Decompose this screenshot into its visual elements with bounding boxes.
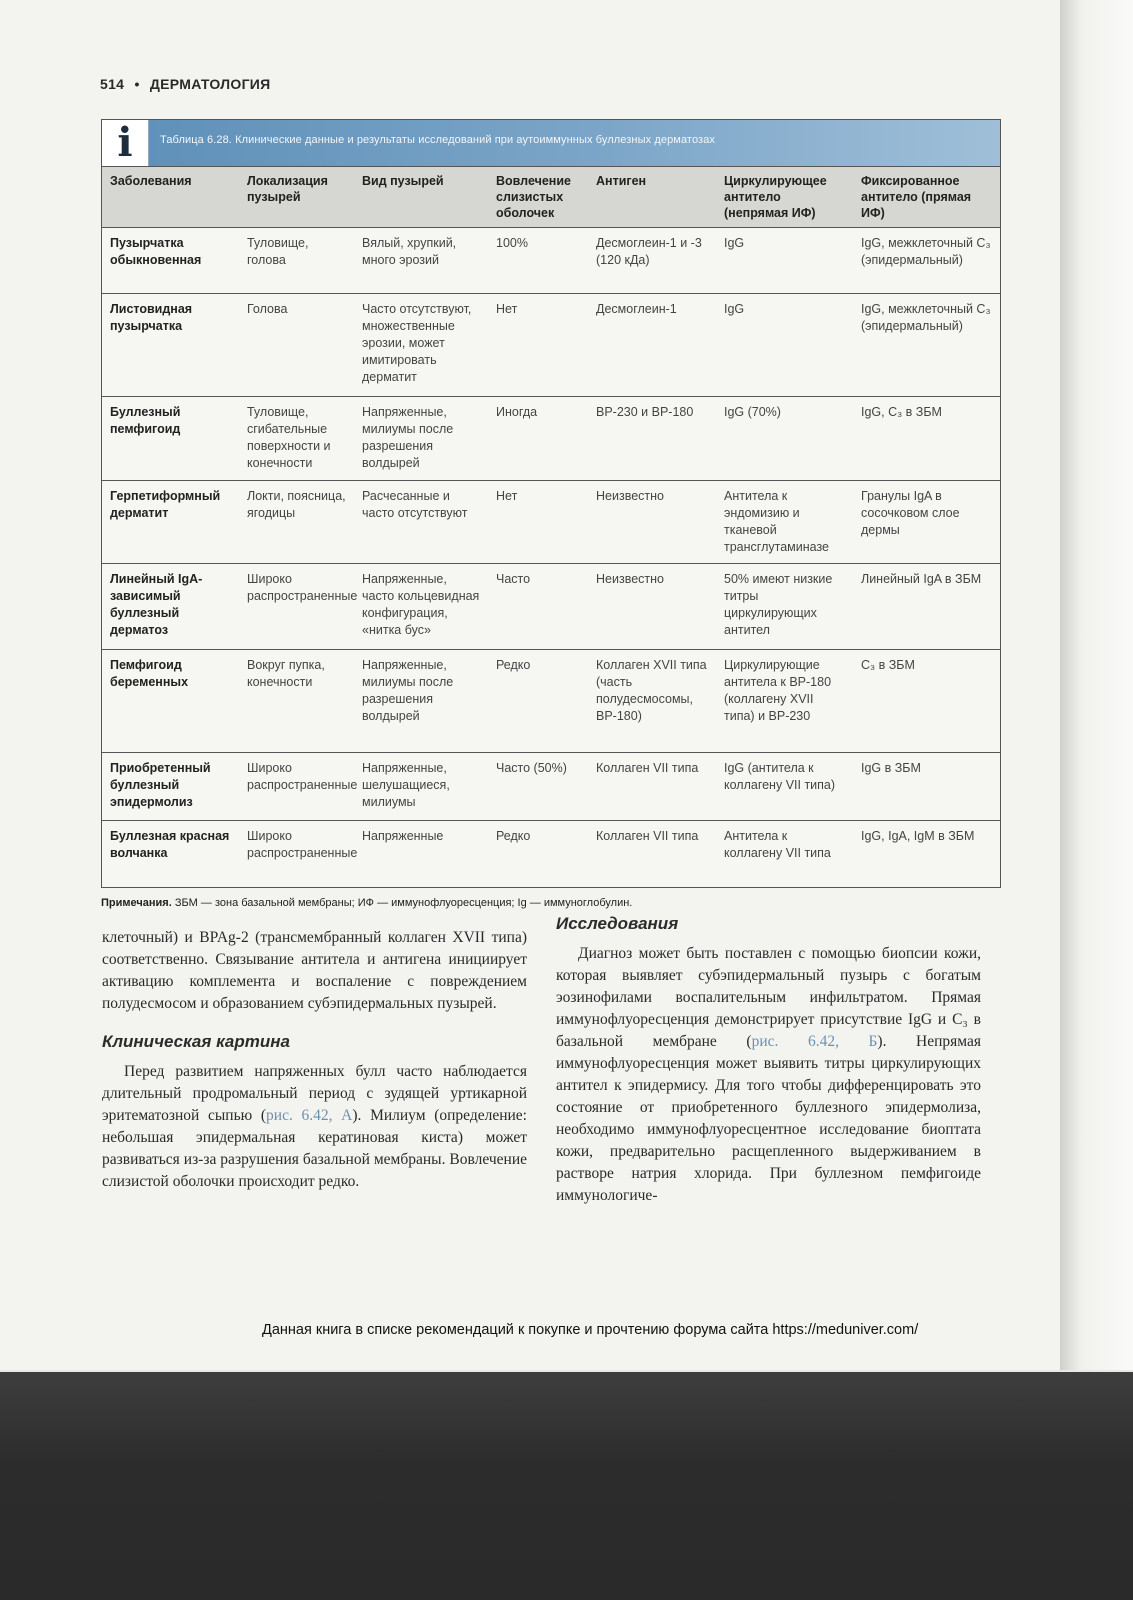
info-icon: i	[102, 120, 149, 166]
table-cell: IgG в ЗБМ	[853, 753, 1000, 821]
table-row	[102, 753, 1000, 821]
figure-reference-link[interactable]: рис. 6.42, А	[266, 1107, 353, 1124]
column-header: Вовлечение слизистых оболочек	[488, 167, 588, 228]
table-cell: Антитела к коллагену VII типа	[724, 829, 831, 860]
table-cell: Циркулирующие антитела к BP-180 (коллагену XVII типа) и BP-230	[716, 650, 853, 753]
table-cell: Туловище, голова	[239, 228, 354, 294]
table-cell: Буллезная красная волчанка	[110, 829, 230, 860]
table-cell: Напряженные, милиумы после разрешения волдырей	[354, 650, 488, 753]
note-label: Примечания.	[101, 897, 172, 909]
table-cell: Расчесанные и часто отсутствуют	[354, 481, 488, 564]
table-cell: Напряженные, часто кольцевидная конфигурация, «нитка бус»	[354, 564, 488, 650]
table-title: Таблица 6.28. Клинические данные и результаты исследований при аутоиммунных буллезных дерматозах	[160, 134, 716, 146]
column-header: Локализация пузырей	[239, 167, 354, 228]
table-cell: Часто (50%)	[488, 753, 588, 821]
table-cell: Гранулы IgA в сосочковом слое дермы	[853, 481, 1000, 564]
paragraph: клеточный) и BPAg-2 (трансмембранный коллаген XVII типа) соответственно. Связывание антитела и антигена инициирует активацию комплемента и воспаление с повреждением полудесмосом и образованием субэпидермальных пузырей.	[102, 929, 527, 1012]
running-header	[100, 76, 271, 92]
section-heading: Исследования	[556, 914, 679, 933]
table-header-row	[102, 167, 1000, 228]
table-cell: BP-230 и BP-180	[588, 397, 716, 481]
table-cell: Нет	[488, 481, 588, 564]
table-cell: Редко	[496, 829, 531, 843]
table-cell: Голова	[239, 294, 354, 397]
page-number: 514	[100, 76, 125, 92]
table-row	[102, 294, 1000, 397]
table-cell: Иногда	[488, 397, 588, 481]
table-cell: Герпетиформный дерматит	[102, 481, 239, 564]
table-cell: Коллаген XVII типа (часть полудесмосомы, BP-180)	[588, 650, 716, 753]
table-cell: IgG, C₃ в ЗБМ	[853, 397, 1000, 481]
watermark-text: Данная книга в списке рекомендаций к покупке и прочтению форума сайта https://meduniver.com/	[262, 1322, 919, 1338]
table-row	[102, 481, 1000, 564]
table-row	[102, 228, 1000, 294]
table-cell: Редко	[488, 650, 588, 753]
table-cell: IgG, IgA, IgM в ЗБМ	[861, 829, 975, 843]
figure-reference-link[interactable]: рис. 6.42, Б	[751, 1033, 878, 1050]
table-cell: IgG, межклеточный C₃ (эпидермальный)	[853, 294, 1000, 397]
table-cell: Буллезный пемфигоид	[102, 397, 239, 481]
table-row	[102, 397, 1000, 481]
table-cell: Пемфигоид беременных	[102, 650, 239, 753]
table-cell: Пузырчатка обыкновенная	[102, 228, 239, 294]
right-text-column	[556, 914, 981, 1207]
table-cell: Широко распространенные	[239, 564, 354, 650]
header-separator: •	[134, 76, 140, 92]
table-cell: Напряженные	[362, 829, 444, 843]
table-cell: Напряженные, шелушащиеся, милиумы	[354, 753, 488, 821]
table-cell: Нет	[488, 294, 588, 397]
clinical-table	[101, 119, 1001, 888]
table-note	[101, 897, 632, 909]
table-cell: IgG	[716, 228, 853, 294]
column-header: Антиген	[588, 167, 716, 228]
table-body	[102, 167, 1000, 887]
column-header: Заболевания	[102, 167, 239, 228]
table-row	[102, 564, 1000, 650]
table-cell: Вялый, хрупкий, много эрозий	[354, 228, 488, 294]
table-cell: Туловище, сгибательные поверхности и конечности	[239, 397, 354, 481]
table-cell: IgG (антитела к коллагену VII типа)	[716, 753, 853, 821]
table-cell: Неизвестно	[588, 564, 716, 650]
table-cell: Часто отсутствуют, множественные эрозии, может имитировать дерматит	[354, 294, 488, 397]
table-cell: Десмоглеин-1	[588, 294, 716, 397]
table-cell: C₃ в ЗБМ	[853, 650, 1000, 753]
table-cell: Линейный IgA-зависимый буллезный дерматоз	[102, 564, 239, 650]
table-cell: Часто	[488, 564, 588, 650]
table-cell: Антитела к эндомизию и тканевой трансглутаминазе	[716, 481, 853, 564]
table-row	[102, 821, 1000, 887]
table-cell: Десмоглеин-1 и -3 (120 кДа)	[588, 228, 716, 294]
table-cell: IgG (70%)	[716, 397, 853, 481]
note-text: ЗБМ — зона базальной мембраны; ИФ — иммунофлуоресценция; Ig — иммуноглобулин.	[171, 897, 633, 909]
table-cell: IgG, межклеточный C₃ (эпидермальный)	[853, 228, 1000, 294]
column-header: Фиксированное антитело (прямая ИФ)	[853, 167, 1000, 228]
table-cell: 100%	[488, 228, 588, 294]
table-cell: Коллаген VII типа	[588, 753, 716, 821]
page-edge	[1060, 0, 1133, 1370]
table-cell: Вокруг пупка, конечности	[239, 650, 354, 753]
paragraph: Диагноз может быть поставлен с помощью биопсии кожи, которая выявляет субэпидермальный пузырь с богатым эозинофилами воспалительным инфильтратом. Прямая иммунофлуоресценция демонстрирует присутствие IgG и C₃ в базальной мембране (рис. 6.42, Б). Непрямая иммунофлуоресценция может выявить титры циркулирующих антител к эпидермису. Для того чтобы дифференцировать это состояние от приобретенного буллезного эпидермолиза, необходимо иммунофлуоресцентное исследование биоптата кожи, предварительно расщепленного выдерживанием в растворе натрия хлорида. При буллезном пемфигоиде иммунологиче-	[556, 945, 981, 1204]
table-cell: Приобретенный буллезный эпидермолиз	[102, 753, 239, 821]
section-heading: Клиническая картина	[102, 1032, 290, 1051]
table-cell: Напряженные, милиумы после разрешения волдырей	[354, 397, 488, 481]
table-cell: Линейный IgA в ЗБМ	[853, 564, 1000, 650]
table-cell: Листовидная пузырчатка	[102, 294, 239, 397]
table-cell: 50% имеют низкие титры циркулирующих антител	[716, 564, 853, 650]
table-cell: Коллаген VII типа	[596, 829, 699, 843]
table-cell: IgG	[716, 294, 853, 397]
table-cell: Широко распространенные	[247, 829, 358, 860]
table-cell: Локти, поясница, ягодицы	[239, 481, 354, 564]
table-title-bar	[102, 120, 1000, 167]
table-row	[102, 650, 1000, 753]
paragraph: Перед развитием напряженных булл часто наблюдается длительный продромальный период с зудящей уртикарной эритематозной сыпью (рис. 6.42, А). Милиум (определение: небольшая эпидермальная кератиновая киста) может развиваться из-за разрушения базальной мембраны. Вовлечение слизистой оболочки происходит редко.	[102, 1063, 527, 1190]
column-header: Циркулирующее антитело (непрямая ИФ)	[716, 167, 853, 228]
table-cell: Широко распространенные	[239, 753, 354, 821]
table-cell: Неизвестно	[588, 481, 716, 564]
left-text-column	[102, 927, 527, 1193]
section-title: ДЕРМАТОЛОГИЯ	[149, 76, 271, 92]
column-header: Вид пузырей	[354, 167, 488, 228]
scan-background	[0, 1372, 1133, 1600]
